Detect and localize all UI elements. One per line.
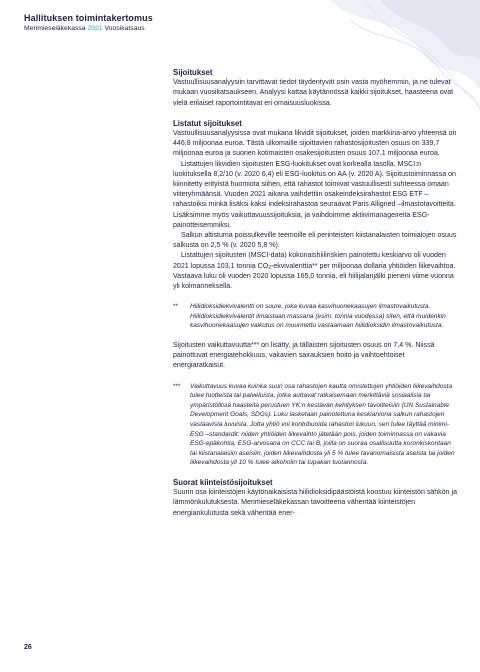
paragraph-carbon bbox=[173, 251, 458, 292]
page-header bbox=[24, 13, 153, 32]
subtitle-suffix: Vuosikatsaus bbox=[102, 25, 145, 32]
carbon-text-a: Listattujen sijoitusten (MSCI-data) kokonaishiiliriskien painotettu keskiarvo oli vuoden 2021 lopussa 103,1 tonnia CO bbox=[173, 252, 446, 270]
paragraph: Vastuullisuusanalyysiin tarvittavat tiedot täydentyvät osin vasta myöhemmin, ja ne tulevat mukaan vuosikatsaukseen. Analyysi kattaa käytännössä kaikki sijoitukset, haasteena ovat vielä erilaiset raportointitavat eri omaisuusluokissa. bbox=[173, 79, 454, 107]
page-number: 26 bbox=[24, 644, 32, 651]
footnote-co2-equivalent bbox=[173, 302, 458, 331]
footnote-impact bbox=[173, 382, 458, 468]
paragraph: Listattujen likvidien sijoitusten ESG-luokitukset ovat korkealla tasolla. MSCI:n luokituksella 8,2/10 (v. 2020 6,4) eli ESG-luokitus on AA (v. 2020 A). Sijoitustoiminnassa on kiinnitetty erityistä huomiota siihen, että rahastot toimivat vastuullisesti suhteessa omaan viiteryhmäänsä. Vuoden 2021 aikana vaihdettiin osakeindeksirahastot ESG ETF –rahastoiksi minkä lisäksi kaksi indeksirahastoa seuraavat Paris Alligned –ilmastotavoitteita. Lisäksimme myös vaikuttavuussijoituksia, ja vaihdoimme aktiivimanageireita ESG-painotteisemmiksi. bbox=[173, 160, 456, 229]
carbon-text-b: -ekvivalenttia** per miljoonaa dollaria yhtiöiden liikevaihtoa. Vastaava luku oli vuoden 2020 lopussa 165,0 tonnia, eli hiilijalanjälki pieneni viime vuonna yli kolmanneksella. bbox=[173, 262, 456, 291]
paragraph-impact: Sijoitusten vaikuttavuutta*** on lisätty, ja tällaisten sijoitusten osuus on 7,4 %. Niissä painottuvat energiatehokkuus, vakavien sairauksien hoito ja vaihtoehtoiset energiaratkaisut. bbox=[173, 342, 435, 370]
footnote-marker: *** bbox=[173, 382, 181, 390]
co2-subscript: 2 bbox=[268, 264, 271, 271]
report-subtitle bbox=[24, 25, 153, 32]
paragraph: Vastuullisuusanalyysissa ovat mukana likvidit sijoitukset, joiden markkina-arvo yhteensä on 446,8 miljoonaa euroa. Tästä ulkomaille sijoittavien rahastosijoitusten osuus on 339,7 miljoonaa euroa ja suorien kotimaisten osakesijoitusten osuus 107,1 miljoonaa euroa. bbox=[173, 130, 457, 158]
paragraph: Salkun altistuma poissulkeville teemoille eli perinteisten kiistanalaisten toimialojen osuus salkusta on 2,5 % (v. 2020 5,8 %). bbox=[173, 232, 457, 250]
heading-listatut-sijoitukset: Listatut sijoitukset bbox=[173, 118, 242, 128]
footnote-marker: ** bbox=[173, 303, 179, 311]
subtitle-year: 2021 bbox=[87, 25, 103, 32]
heading-sijoitukset: Sijoitukset bbox=[173, 68, 213, 77]
subtitle-prefix: Merimieseläkekassa bbox=[24, 25, 88, 32]
heading-suorat-kiinteistosijoitukset: Suorat kiinteistösijoitukset bbox=[173, 478, 273, 487]
report-section-title: Hallituksen toimintakertomus bbox=[24, 13, 153, 23]
footnote-text: Hiilidioksidiekvivalentti on suure, joka kuvaa kasvihuonekaasujen ilmastovaikutusta. Hiilidioksidiekvivalentit ilmaistaan massana (esim. tonnia vuodessa) siten, että muidenkin kasvihuonekaasujen vaikutus on muunnettu vastaamaan hiilidioksidin ilmastovaikutusta. bbox=[190, 303, 446, 330]
footnote-text: Vaikuttavuus kuvaa kuinka suuri osa rahastojen kautta omistettujen yhtiöiden liikevaihdosta tulee tuotteista tai palveluista, jotka auttavat ratkaisemaan merkittäviä sosiaalisia tai ympäristöllisiä haasteita perustuen YK:n kestävän kehityksen tavoitteisiin (UN Sustainable Development Goals, SDGs). Luku lasketaan painotettuna keskiarvona salkun rahastojen vastaavista luvuista. Jotta yhtiö voi kontribuoida rahaston lukuun, sen tulee täyttää minimi-ESG –standardit: niiden yhtiöiden liikevaihto jätetään pois, joiden toiminnassa on vakavia ESG-epäkohtia, ESG-arvosana on CCC tai B, joilla on suoraa osallisuutta koronkiskontaan tai kiistanalaisiin aseisiin, joiden liikevaihdosta yli 5 % tulee tavanomaisista aseista tai joiden liikevaihdosta yli 10 % tulee alkoholin tai tupakan tuotannosta. bbox=[190, 382, 455, 467]
paragraph: Suurin osa kiinteistöjen käytönaikaisista hiilidioksidipäästöistä koostuu kiinteistön sähkön ja lämmönkulutuksesta. Merimieseläkekassan tavoitteena vähentää kiinteistöjen energiankulutusta sekä vähentää ener- bbox=[173, 489, 457, 517]
main-content bbox=[173, 68, 458, 519]
